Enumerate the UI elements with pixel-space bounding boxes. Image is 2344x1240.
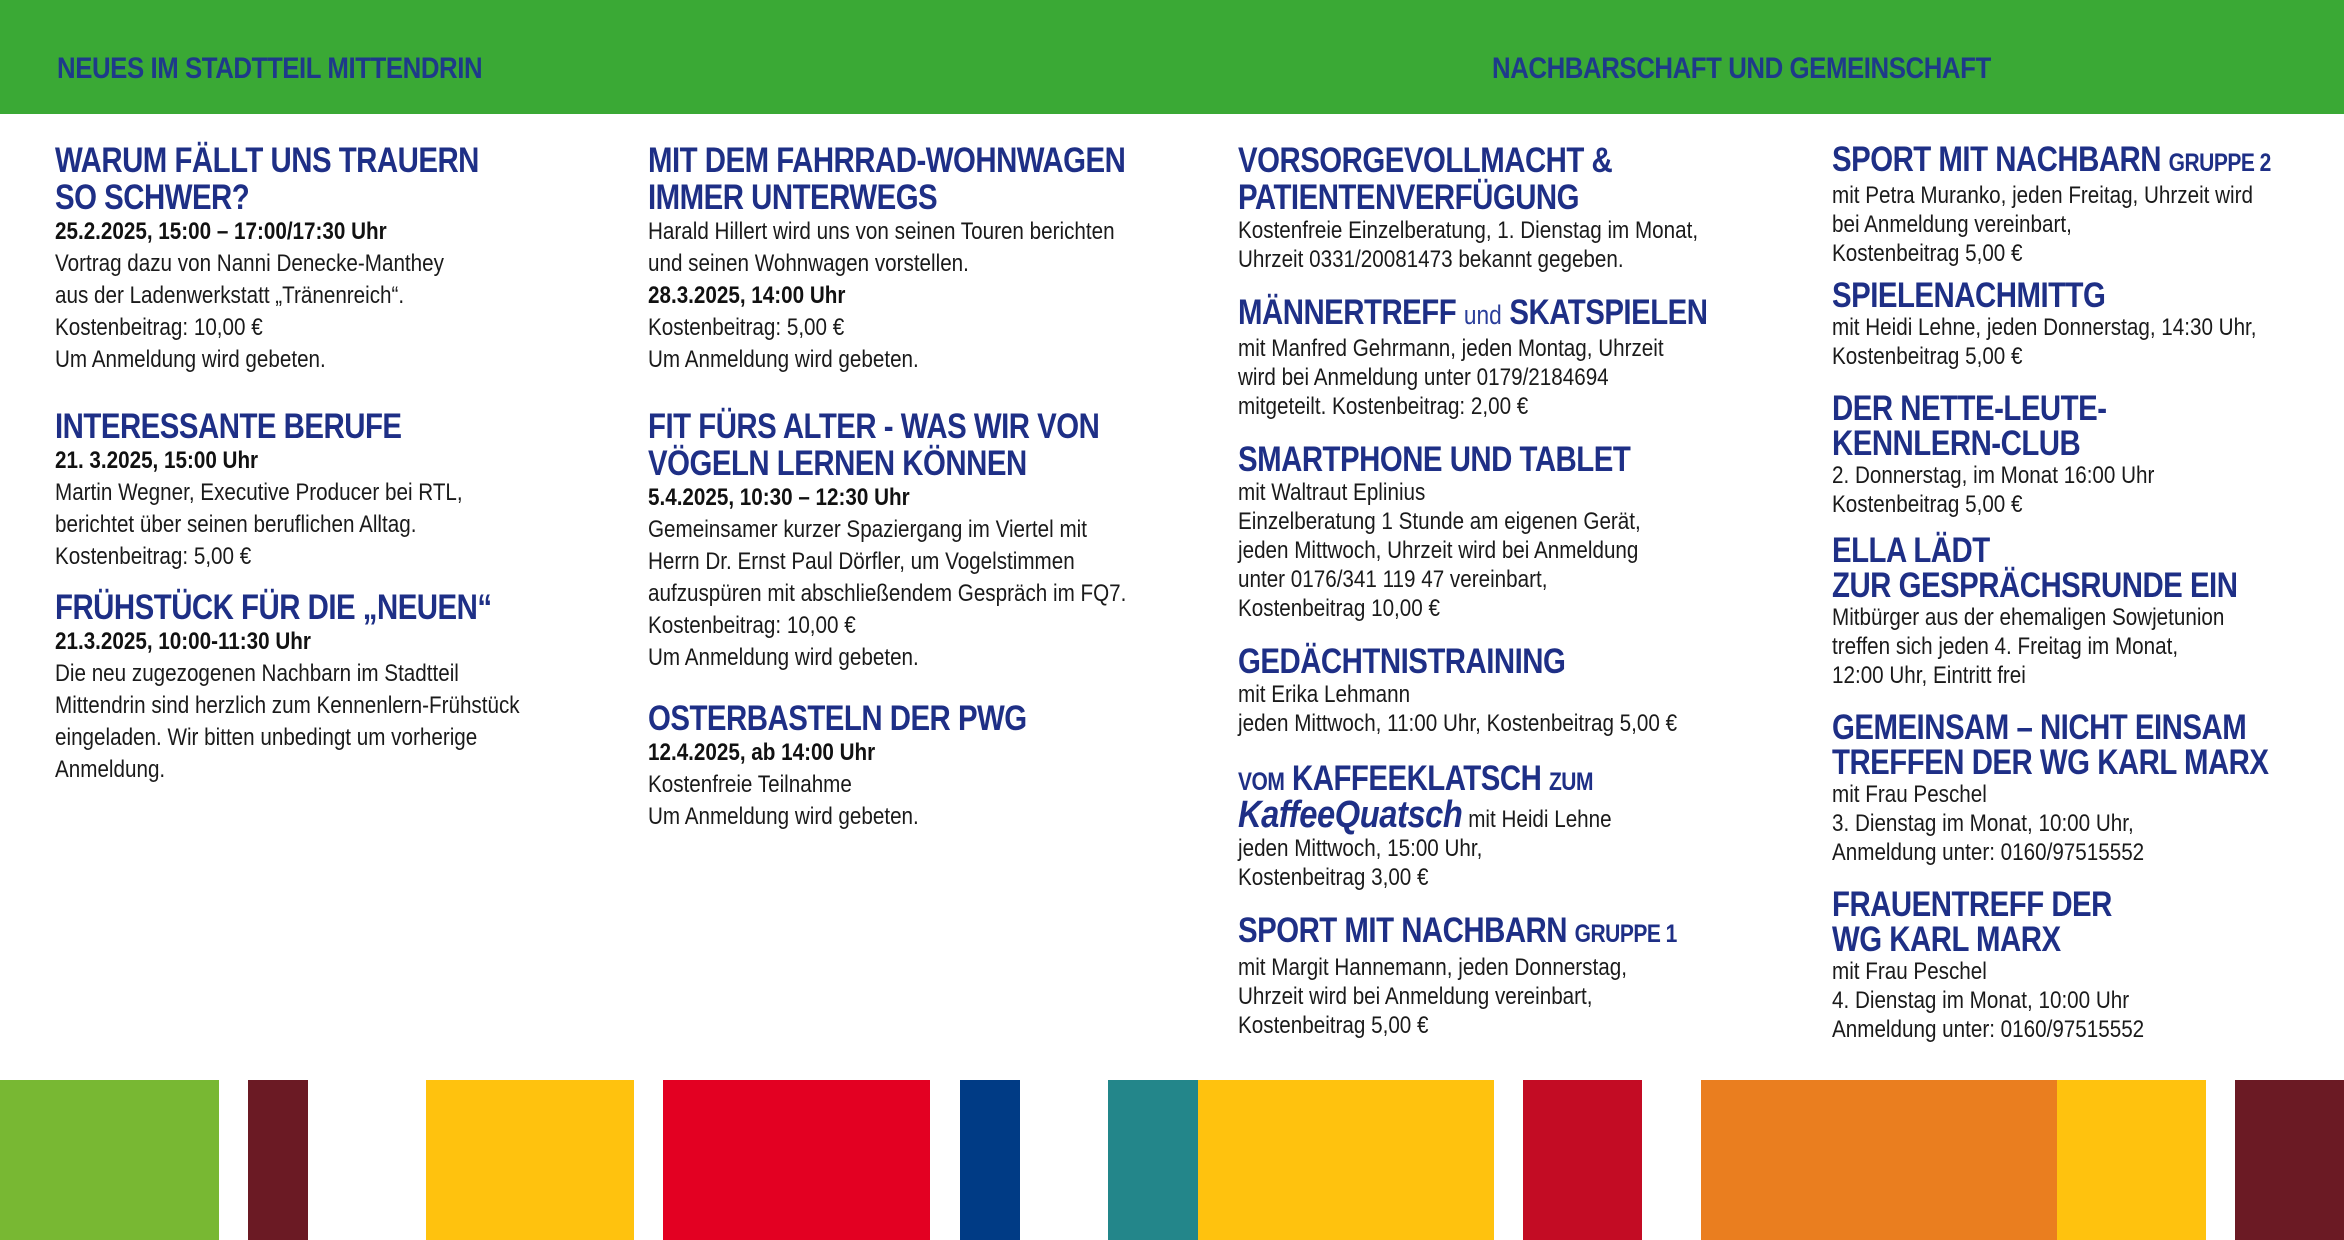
event-text: jeden Mittwoch, 15:00 Uhr,: [1238, 835, 1483, 862]
event-kaffeeklatsch: [1238, 760, 1758, 892]
title-part: VOM: [1238, 768, 1285, 796]
event-sport-gruppe-2: [1832, 142, 2332, 268]
title-part: GRUPPE 1: [1574, 920, 1677, 948]
event-text: Kostenbeitrag 5,00 €: [1238, 1012, 1429, 1039]
event-text: mit Heidi Lehne, jeden Donnerstag, 14:30 Uhr,: [1832, 314, 2257, 341]
event-text: bei Anmeldung vereinbart,: [1832, 211, 2072, 238]
event-text: jeden Mittwoch, Uhrzeit wird bei Anmeldung: [1238, 537, 1639, 564]
event-text: 3. Dienstag im Monat, 10:00 Uhr,: [1832, 810, 2134, 837]
event-text: Kostenbeitrag 5,00 €: [1832, 240, 2023, 267]
column-3: [1238, 142, 1758, 1040]
event-trauern: [55, 142, 595, 376]
event-text: Kostenbeitrag 5,00 €: [1832, 491, 2023, 518]
event-voegel: [648, 408, 1143, 674]
event-title: MIT DEM FAHRRAD-WOHNWAGEN: [648, 141, 1126, 180]
event-text: mit Erika Lehmann: [1238, 681, 1411, 708]
kaffeequatsch-title: KaffeeQuatsch: [1238, 794, 1463, 836]
event-title: GEMEINSAM – NICHT EINSAM: [1832, 708, 2247, 747]
event-text: Um Anmeldung wird gebeten.: [648, 644, 919, 671]
event-sport-gruppe-1: [1238, 912, 1758, 1040]
event-text: Anmeldung.: [55, 756, 166, 783]
event-text: Kostenbeitrag: 5,00 €: [55, 543, 252, 570]
event-text: Anmeldung unter: 0160/97515552: [1832, 1016, 2145, 1043]
event-title: KENNLERN-CLUB: [1832, 424, 2081, 463]
event-date: 21. 3.2025, 15:00 Uhr: [55, 447, 259, 474]
event-vorsorge: [1238, 142, 1758, 274]
event-text: Martin Wegner, Executive Producer bei RTL,: [55, 479, 463, 506]
event-smartphone: [1238, 441, 1758, 623]
event-text: Kostenbeitrag 3,00 €: [1238, 864, 1429, 891]
event-text: Harald Hillert wird uns von seinen Touren berichten: [648, 218, 1115, 245]
event-text: mitgeteilt. Kostenbeitrag: 2,00 €: [1238, 393, 1529, 420]
event-title: VORSORGEVOLLMACHT &: [1238, 141, 1613, 180]
title-part: ZUM: [1548, 768, 1593, 796]
event-title: DER NETTE-LEUTE-: [1832, 389, 2107, 428]
event-title: SPIELENACHMITTG: [1832, 276, 2106, 315]
event-fahrrad: [648, 142, 1143, 376]
event-date: 25.2.2025, 15:00 – 17:00/17:30 Uhr: [55, 218, 387, 245]
left-section-title: NEUES IM STADTTEIL MITTENDRIN: [57, 52, 483, 85]
footer-color-block: [960, 1080, 1020, 1240]
title-part: SKATSPIELEN: [1509, 293, 1708, 332]
event-text: mit Frau Peschel: [1832, 781, 1987, 808]
event-date: 28.3.2025, 14:00 Uhr: [648, 282, 846, 309]
event-title: IMMER UNTERWEGS: [648, 178, 938, 217]
event-text: Um Anmeldung wird gebeten.: [648, 803, 919, 830]
footer-color-block: [1523, 1080, 1642, 1240]
event-gemeinsam: [1832, 710, 2332, 867]
event-text: 4. Dienstag im Monat, 10:00 Uhr: [1832, 987, 2130, 1014]
event-title: SO SCHWER?: [55, 178, 250, 217]
event-title: FRAUENTREFF DER: [1832, 885, 2112, 924]
event-text: Herrn Dr. Ernst Paul Dörfler, um Vogelstimmen: [648, 548, 1075, 575]
event-text: Kostenbeitrag: 5,00 €: [648, 314, 845, 341]
event-maennertreff: [1238, 294, 1758, 421]
title-connector: und: [1463, 300, 1502, 330]
event-title: WG KARL MARX: [1832, 920, 2061, 959]
event-text: 2. Donnerstag, im Monat 16:00 Uhr: [1832, 462, 2155, 489]
event-title: VÖGELN LERNEN KÖNNEN: [648, 444, 1027, 483]
event-text: mit Heidi Lehne: [1468, 806, 1612, 833]
event-spielenachmittag: [1832, 278, 2332, 371]
footer-color-block: [426, 1080, 634, 1240]
footer-color-block: [1701, 1080, 2057, 1240]
event-date: 21.3.2025, 10:00-11:30 Uhr: [55, 628, 311, 655]
footer-color-block: [248, 1080, 308, 1240]
event-text: 12:00 Uhr, Eintritt frei: [1832, 662, 2026, 689]
event-text: Kostenbeitrag 5,00 €: [1832, 343, 2023, 370]
event-title: [1238, 912, 1675, 953]
event-text: treffen sich jeden 4. Freitag im Monat,: [1832, 633, 2179, 660]
event-text: Um Anmeldung wird gebeten.: [648, 346, 919, 373]
event-text: Mittendrin sind herzlich zum Kennenlern-Frühstück: [55, 692, 520, 719]
footer-color-block: [2057, 1080, 2206, 1240]
event-date: 12.4.2025, ab 14:00 Uhr: [648, 739, 876, 766]
footer-color-block: [1108, 1080, 1198, 1240]
right-section-title: NACHBARSCHAFT UND GEMEINSCHAFT: [1492, 52, 1991, 85]
event-text: Kostenbeitrag: 10,00 €: [648, 612, 856, 639]
event-ella: [1832, 533, 2332, 690]
footer-color-block: [0, 1080, 219, 1240]
event-fruehstueck: [55, 589, 595, 786]
event-text: Uhrzeit 0331/20081473 bekannt gegeben.: [1238, 246, 1624, 273]
title-part: SPORT MIT NACHBARN: [1238, 911, 1568, 950]
event-frauentreff: [1832, 887, 2332, 1044]
event-text: Kostenbeitrag 10,00 €: [1238, 595, 1440, 622]
header-bar: [0, 0, 2344, 114]
event-berufe: [55, 408, 595, 573]
event-title: PATIENTENVERFÜGUNG: [1238, 178, 1580, 217]
footer-color-block: [663, 1080, 930, 1240]
title-part: SPORT MIT NACHBARN: [1832, 140, 2162, 179]
event-text: mit Frau Peschel: [1832, 958, 1987, 985]
event-title: OSTERBASTELN DER PWG: [648, 699, 1027, 738]
event-text: aufzuspüren mit abschließendem Gespräch im FQ7.: [648, 580, 1127, 607]
event-title: TREFFEN DER WG KARL MARX: [1832, 743, 2269, 782]
event-title: FIT FÜRS ALTER - WAS WIR VON: [648, 407, 1100, 446]
event-text: Uhrzeit wird bei Anmeldung vereinbart,: [1238, 983, 1593, 1010]
event-title: ELLA LÄDT: [1832, 531, 1990, 570]
event-text: mit Margit Hannemann, jeden Donnerstag,: [1238, 954, 1627, 981]
event-text: Gemeinsamer kurzer Spaziergang im Viertel mit: [648, 516, 1087, 543]
footer-color-block: [1198, 1080, 1494, 1240]
event-text: [1238, 794, 1685, 836]
event-osterbasteln: [648, 700, 1143, 833]
event-text: Kostenfreie Einzelberatung, 1. Dienstag im Monat,: [1238, 217, 1699, 244]
footer-color-block: [2235, 1080, 2344, 1240]
event-text: Kostenfreie Teilnahme: [648, 771, 852, 798]
event-text: Vortrag dazu von Nanni Denecke-Manthey: [55, 250, 444, 277]
event-text: eingeladen. Wir bitten unbedingt um vorherige: [55, 724, 478, 751]
event-text: Um Anmeldung wird gebeten.: [55, 346, 326, 373]
title-part: KAFFEEKLATSCH: [1291, 759, 1542, 798]
event-text: Einzelberatung 1 Stunde am eigenen Gerät,: [1238, 508, 1641, 535]
event-text: mit Manfred Gehrmann, jeden Montag, Uhrzeit: [1238, 335, 1664, 362]
event-title: WARUM FÄLLT UNS TRAUERN: [55, 141, 479, 180]
event-title: [1832, 140, 2271, 181]
column-2: [648, 142, 1143, 833]
column-4: [1832, 142, 2332, 1044]
event-text: wird bei Anmeldung unter 0179/2184694: [1238, 364, 1609, 391]
event-text: Die neu zugezogenen Nachbarn im Stadtteil: [55, 660, 459, 687]
event-text: Mitbürger aus der ehemaligen Sowjetunion: [1832, 604, 2225, 631]
title-part: MÄNNERTREFF: [1238, 293, 1457, 332]
column-1: [55, 142, 595, 786]
event-title: ZUR GESPRÄCHSRUNDE EIN: [1832, 566, 2238, 605]
event-text: unter 0176/341 119 47 vereinbart,: [1238, 566, 1548, 593]
event-title: SMARTPHONE UND TABLET: [1238, 440, 1631, 479]
event-text: berichtet über seinen beruflichen Alltag.: [55, 511, 417, 538]
event-text: jeden Mittwoch, 11:00 Uhr, Kostenbeitrag 5,00 €: [1238, 710, 1678, 737]
event-title: GEDÄCHTNISTRAINING: [1238, 642, 1566, 681]
event-title: INTERESSANTE BERUFE: [55, 407, 402, 446]
event-date: 5.4.2025, 10:30 – 12:30 Uhr: [648, 484, 910, 511]
event-text: Anmeldung unter: 0160/97515552: [1832, 839, 2145, 866]
event-gedaechtnis: [1238, 643, 1758, 738]
title-part: GRUPPE 2: [2168, 149, 2271, 177]
event-text: und seinen Wohnwagen vorstellen.: [648, 250, 969, 277]
event-title: FRÜHSTÜCK FÜR DIE „NEUEN“: [55, 588, 492, 627]
event-text: aus der Ladenwerkstatt „Tränenreich“.: [55, 282, 405, 309]
event-text: mit Waltraut Eplinius: [1238, 479, 1426, 506]
event-text: Kostenbeitrag: 10,00 €: [55, 314, 263, 341]
event-title: [1238, 293, 1708, 334]
event-nette-leute: [1832, 391, 2332, 519]
event-text: mit Petra Muranko, jeden Freitag, Uhrzeit wird: [1832, 182, 2253, 209]
